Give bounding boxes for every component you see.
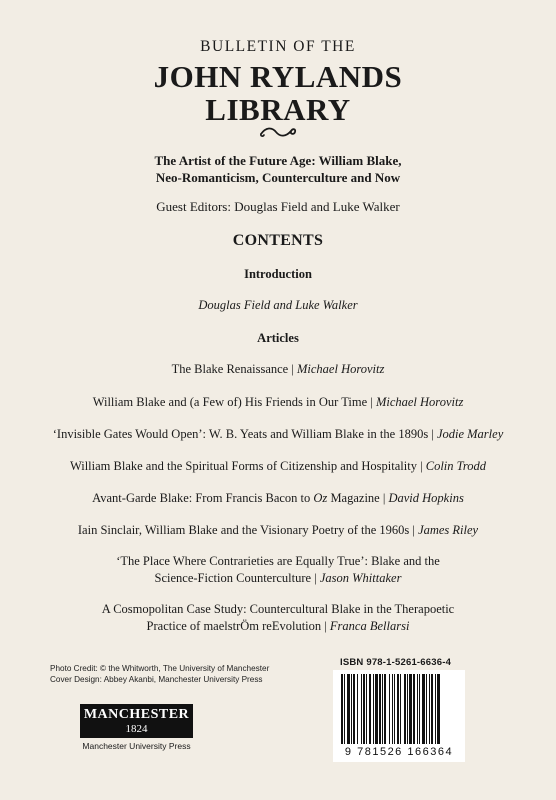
article-title-end: Magazine — [327, 491, 380, 505]
barcode-bar — [419, 674, 420, 744]
article-separator: | — [367, 395, 376, 409]
article-author: Jodie Marley — [436, 427, 504, 441]
issue-subtitle-line1: The Artist of the Future Age: William Blake, — [154, 153, 402, 168]
article-entry — [0, 601, 556, 635]
barcode-bar — [361, 674, 362, 744]
journal-title-line1: JOHN RYLANDS — [153, 59, 403, 94]
barcode-bar — [341, 674, 343, 744]
articles-heading: Articles — [257, 331, 299, 345]
barcode-bar — [400, 674, 401, 744]
introduction-authors: Douglas Field and Luke Walker — [198, 298, 358, 312]
issue-subtitle-line2: Neo-Romanticism, Counterculture and Now — [155, 170, 401, 185]
article-entry — [0, 426, 556, 443]
barcode-bar — [429, 674, 430, 744]
barcode-bar — [366, 674, 367, 744]
article-entry — [0, 553, 556, 587]
publisher-name: Manchester University Press — [82, 741, 191, 751]
photo-credit: Photo Credit: © the Whitworth, The University of Manchester — [50, 664, 270, 673]
issue-subtitle — [0, 152, 556, 186]
barcode-bar — [363, 674, 365, 744]
article-entry — [0, 522, 556, 539]
publisher-logo-year: 1824 — [125, 723, 148, 735]
article-author: Colin Trodd — [425, 459, 487, 473]
barcode-bar — [431, 674, 433, 744]
journal-title-line2: LIBRARY — [205, 92, 351, 127]
guest-editors: Guest Editors: Douglas Field and Luke Walker — [156, 199, 400, 214]
bulletin-label: BULLETIN OF THE — [200, 38, 356, 55]
article-separator: | — [321, 619, 330, 633]
barcode-bar — [394, 674, 395, 744]
barcode-bar — [375, 674, 378, 744]
barcode-bar — [435, 674, 436, 744]
article-title-line1: ‘The Place Where Contrarieties are Equally True’: Blake and the — [116, 554, 440, 568]
barcode-bar — [382, 674, 383, 744]
barcode-bar — [407, 674, 408, 744]
publisher-logo-name: MANCHESTER — [83, 707, 190, 722]
barcode-bar — [389, 674, 390, 744]
barcode-bar — [397, 674, 399, 744]
barcode-bar — [344, 674, 345, 744]
article-title-italic: Oz — [313, 491, 328, 505]
barcode-bar — [369, 674, 371, 744]
article-title: William Blake and the Spiritual Forms of Citizenship and Hospitality — [69, 459, 417, 473]
barcode-bar — [373, 674, 374, 744]
isbn-barcode — [333, 670, 465, 762]
barcode-bar — [404, 674, 406, 744]
contents-heading: CONTENTS — [232, 232, 324, 249]
article-title: ‘Invisible Gates Would Open’: W. B. Yeats and William Blake in the 1890s — [52, 427, 429, 441]
article-entry — [0, 490, 556, 507]
cover-design-credit: Cover Design: Abbey Akanbi, Manchester University Press — [50, 675, 263, 684]
barcode-bar — [357, 674, 358, 744]
barcode-digits: 9 781526 166364 — [344, 746, 454, 758]
article-separator: | — [311, 571, 320, 585]
barcode-bar — [347, 674, 350, 744]
scroll-ornament-icon — [258, 125, 298, 139]
barcode-bar — [413, 674, 415, 744]
article-entry — [0, 458, 556, 475]
barcode-bar — [417, 674, 418, 744]
article-separator: | — [379, 491, 389, 505]
article-title-start: Avant-Garde Blake: From Francis Bacon to — [92, 491, 314, 505]
barcode-bar — [353, 674, 355, 744]
journal-title — [0, 60, 556, 126]
barcode-bar — [426, 674, 427, 744]
article-separator: | — [416, 459, 426, 473]
article-author: Michael Horovitz — [297, 362, 385, 376]
article-author: James Riley — [418, 523, 479, 537]
article-title-line1: A Cosmopolitan Case Study: Countercultural Blake in the Therapoetic — [101, 602, 455, 616]
barcode-bars-icon — [337, 674, 461, 744]
article-entry — [0, 361, 556, 378]
barcode-bar — [422, 674, 425, 744]
isbn-label: ISBN 978-1-5261-6636-4 — [340, 657, 452, 668]
article-title-line2: Practice of maelstrÖm reEvolution — [146, 619, 322, 633]
barcode-bar — [379, 674, 381, 744]
article-author: Jason Whittaker — [319, 571, 402, 585]
article-title: The Blake Renaissance — [171, 362, 289, 376]
barcode-bar — [392, 674, 393, 744]
article-title: William Blake and (a Few of) His Friends in Our Time — [92, 395, 368, 409]
article-entry — [0, 394, 556, 411]
article-author: Franca Bellarsi — [329, 619, 410, 633]
article-title-line2: Science-Fiction Counterculture — [154, 571, 312, 585]
barcode-bar — [409, 674, 412, 744]
introduction-heading: Introduction — [244, 267, 312, 281]
article-author: Michael Horovitz — [375, 395, 464, 409]
cover-credits — [50, 663, 269, 685]
barcode-bar — [437, 674, 440, 744]
article-separator: | — [288, 362, 297, 376]
publisher-logo — [80, 704, 193, 738]
barcode-bar — [351, 674, 352, 744]
article-separator: | — [409, 523, 419, 537]
barcode-bar — [384, 674, 386, 744]
article-author: David Hopkins — [388, 491, 464, 505]
article-title: Iain Sinclair, William Blake and the Visionary Poetry of the 1960s — [77, 523, 410, 537]
article-separator: | — [428, 427, 437, 441]
